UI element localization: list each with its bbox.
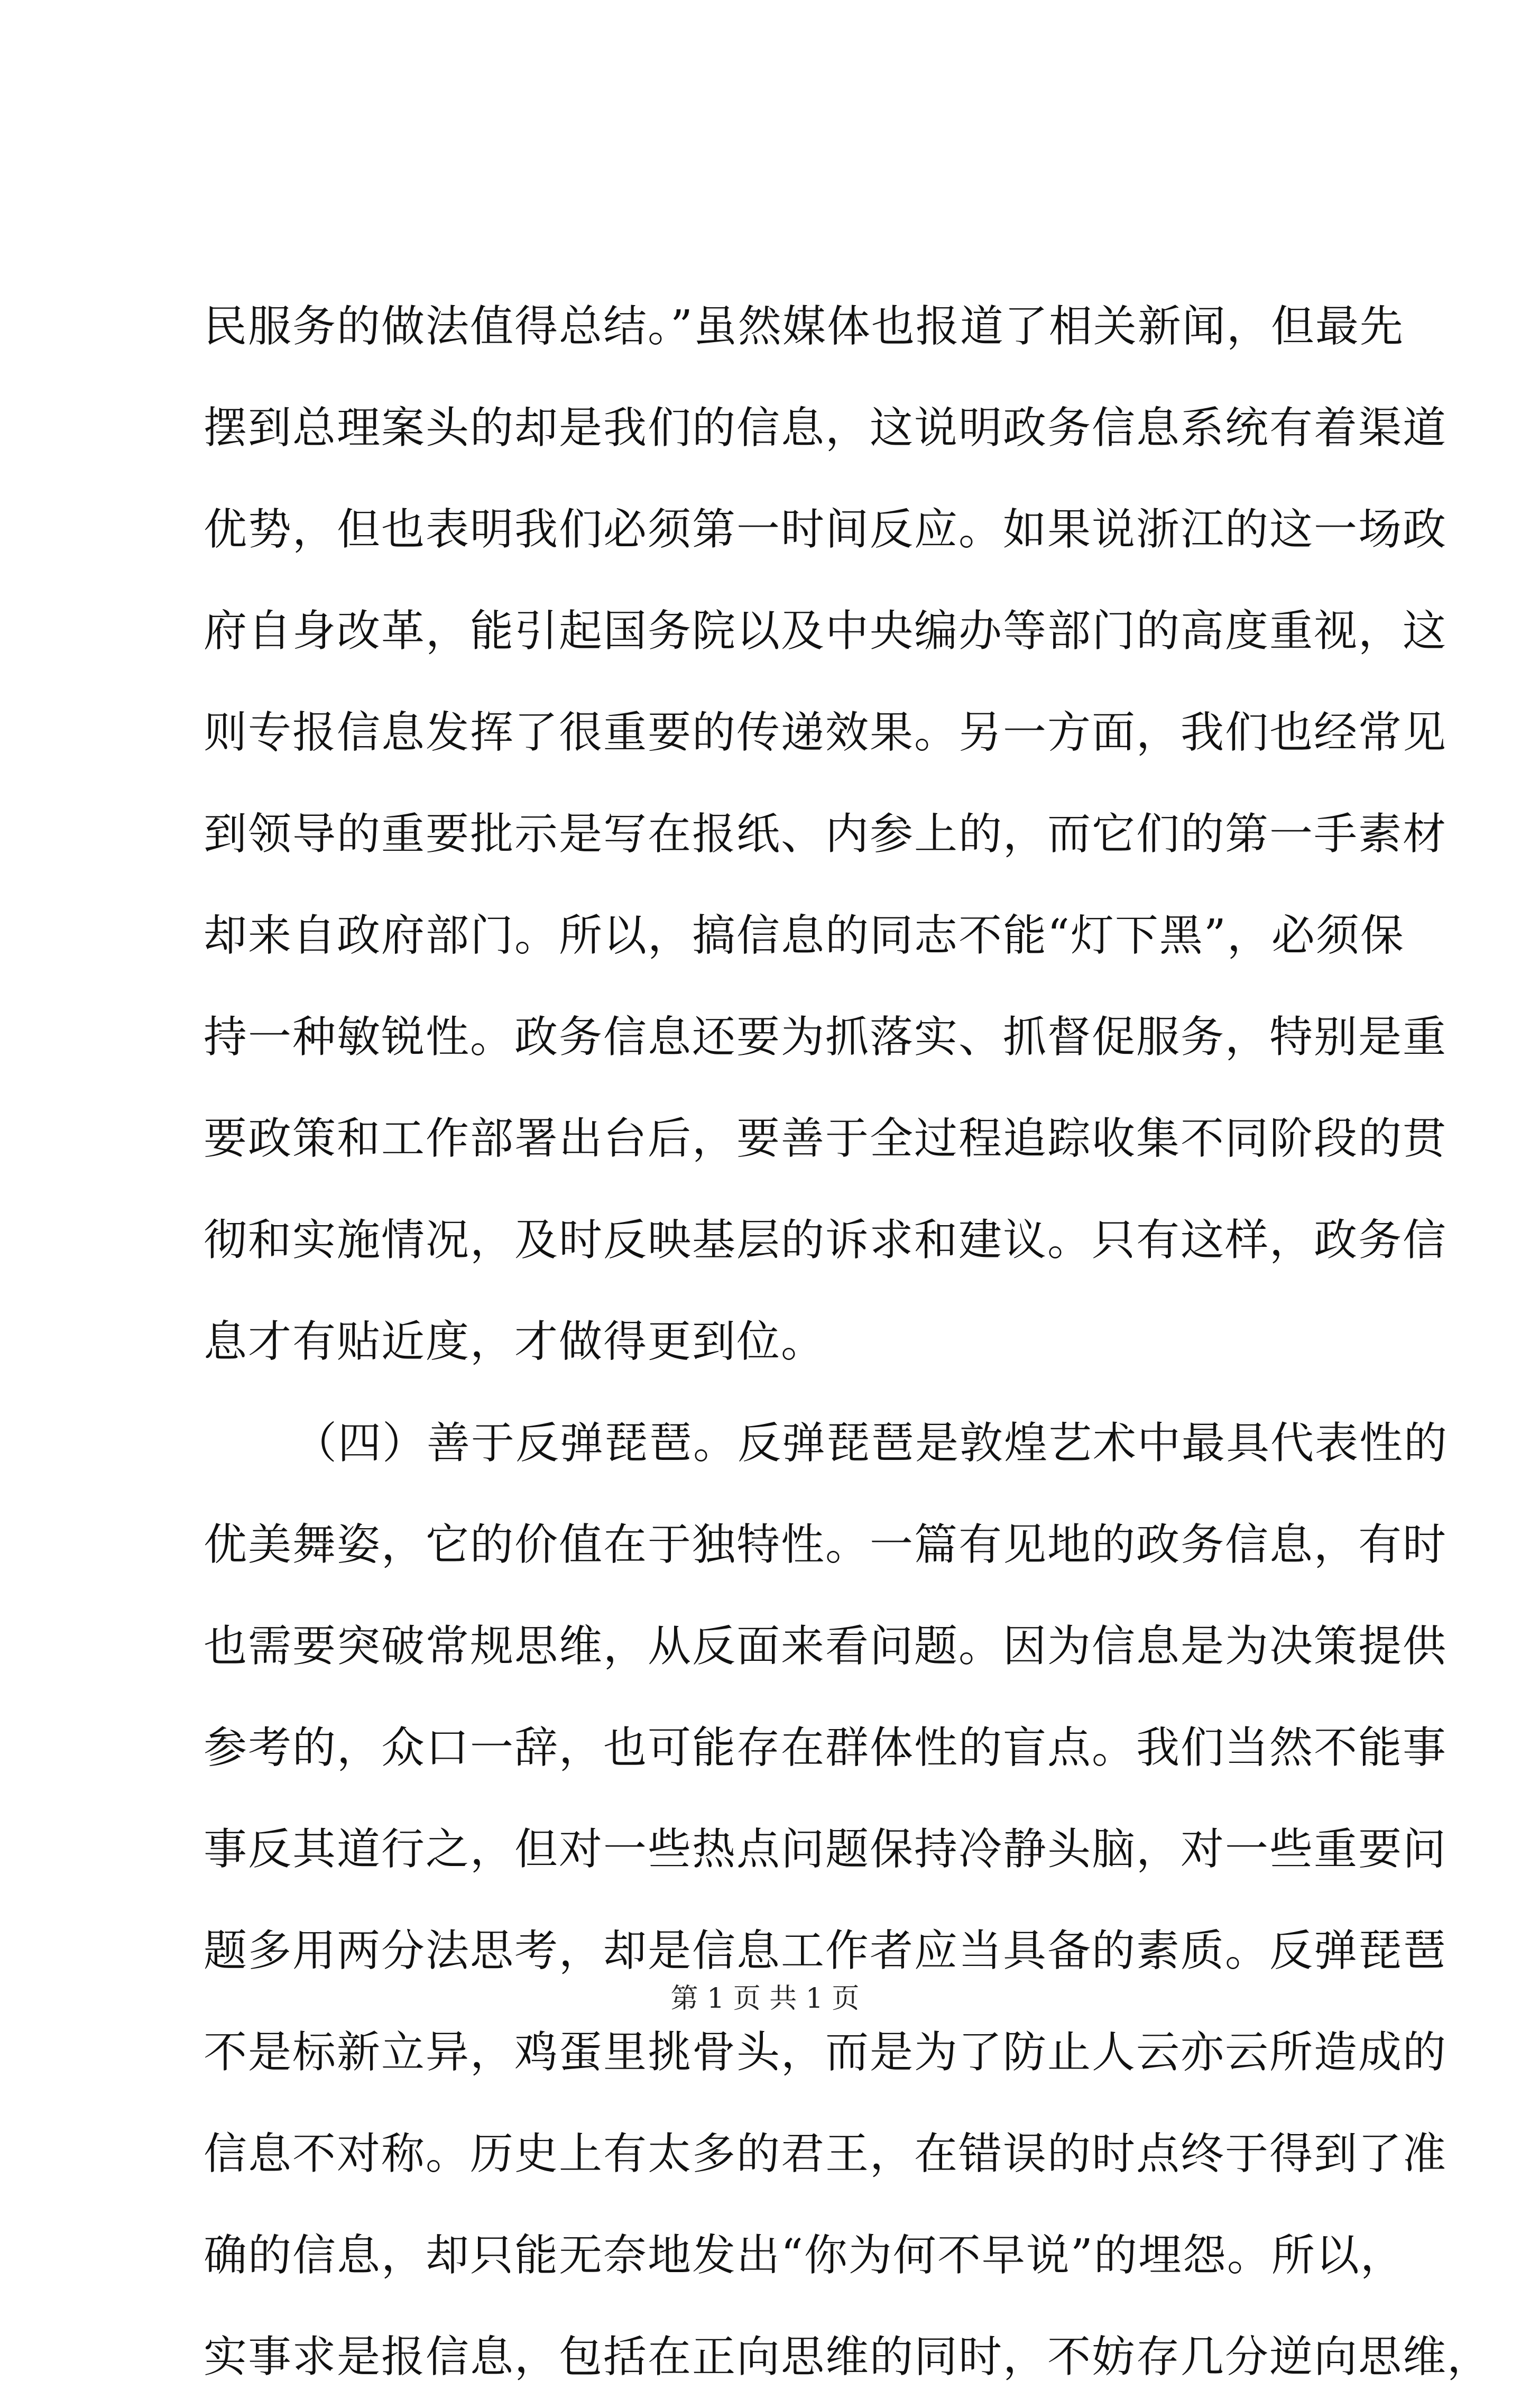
text-line: 则专报信息发挥了很重要的传递效果。另一方面，我们也经常见 — [204, 707, 1448, 758]
text-line: 信息不对称。历史上有太多的君王，在错误的时点终于得到了准 — [204, 2129, 1448, 2179]
text-line: 要政策和工作部署出台后，要善于全过程追踪收集不同阶段的贯 — [204, 1114, 1448, 1164]
text-line: 持一种敏锐性。政务信息还要为抓落实、抓督促服务，特别是重 — [204, 1012, 1448, 1062]
text-line: 也需要突破常规思维，从反面来看问题。因为信息是为决策提供 — [204, 1621, 1448, 1671]
text-line: 息才有贴近度，才做得更到位。 — [204, 1317, 826, 1367]
text-line: 彻和实施情况，及时反映基层的诉求和建议。只有这样，政务信 — [204, 1215, 1448, 1265]
text-line: 却来自政府部门。所以，搞信息的同志不能“灯下黑”，必须保 — [204, 911, 1405, 961]
section-heading-line: （四）善于反弹琵琶。反弹琵琶是敦煌艺术中最具代表性的 — [293, 1418, 1449, 1468]
text-line: 府自身改革，能引起国务院以及中央编办等部门的高度重视，这 — [204, 606, 1448, 656]
text-line: 题多用两分法思考，却是信息工作者应当具备的素质。反弹琵琶 — [204, 1926, 1448, 1976]
text-line: 事反其道行之，但对一些热点问题保持冷静头脑，对一些重要问 — [204, 1824, 1448, 1874]
text-line: 不是标新立异，鸡蛋里挑骨头，而是为了防止人云亦云所造成的 — [204, 2027, 1448, 2078]
text-line: 实事求是报信息，包括在正向思维的同时，不妨存几分逆向思维， — [204, 2332, 1492, 2382]
document-body — [204, 276, 1492, 2408]
text-line: 参考的，众口一辞，也可能存在群体性的盲点。我们当然不能事 — [204, 1723, 1448, 1773]
text-line: 民服务的做法值得总结。”虽然媒体也报道了相关新闻，但最先 — [204, 301, 1404, 352]
text-line: 确的信息，却只能无奈地发出“你为何不早说”的埋怨。所以， — [204, 2230, 1405, 2281]
text-line: 优势，但也表明我们必须第一时间反应。如果说浙江的这一场政 — [204, 504, 1448, 555]
text-line: 优美舞姿，它的价值在于独特性。一篇有见地的政务信息，有时 — [204, 1520, 1448, 1570]
text-line: 摆到总理案头的却是我们的信息，这说明政务信息系统有着渠道 — [204, 403, 1448, 453]
page-footer: 第 1 页 共 1 页 — [670, 1983, 860, 2015]
text-line: 到领导的重要批示是写在报纸、内参上的，而它们的第一手素材 — [204, 809, 1448, 859]
